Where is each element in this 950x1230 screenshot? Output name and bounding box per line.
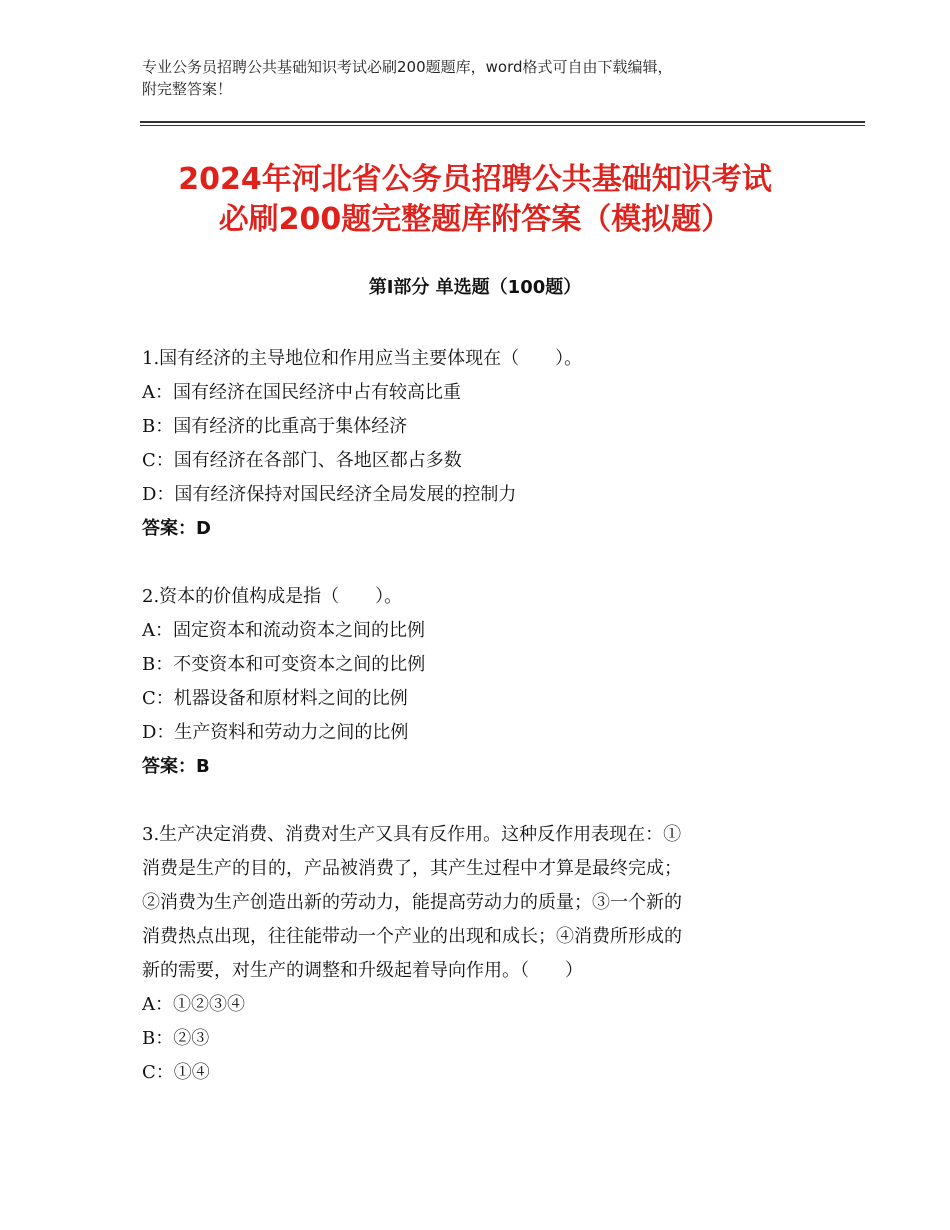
header-note-line-1: 专业公务员招聘公共基础知识考试必刷200题题库，word格式可自由下载编辑，: [142, 58, 673, 76]
option-b: B：国有经济的比重高于集体经济: [142, 416, 408, 437]
option-c: C：①④: [142, 1062, 210, 1083]
option-b: B：②③: [142, 1028, 210, 1049]
question-stem-line: 3.生产决定消费、消费对生产又具有反作用。这种反作用表现在：①: [142, 824, 682, 845]
question-stem-line: ②消费为生产创造出新的劳动力，能提高劳动力的质量；③一个新的: [142, 892, 682, 913]
document-title: [100, 160, 850, 240]
header-note-line-2: 附完整答案！: [142, 80, 233, 98]
question-1: [142, 342, 812, 546]
answer: 答案：B: [142, 756, 210, 777]
header-note: [142, 56, 822, 100]
option-c: C：国有经济在各部门、各地区都占多数: [142, 450, 462, 471]
option-c: C：机器设备和原材料之间的比例: [142, 688, 408, 709]
header-divider-thick: [140, 121, 865, 123]
question-3: [142, 818, 812, 1090]
question-stem: 2.资本的价值构成是指（ ）。: [142, 586, 403, 607]
option-b: B：不变资本和可变资本之间的比例: [142, 654, 426, 675]
document-title-line-1: 2024年河北省公务员招聘公共基础知识考试: [178, 162, 772, 197]
section-heading: 第Ⅰ部分 单选题（100题）: [368, 277, 582, 298]
question-list: [142, 342, 812, 1124]
document-title-line-2: 必刷200题完整题库附答案（模拟题）: [218, 202, 732, 237]
question-stem-line: 新的需要，对生产的调整和升级起着导向作用。（ ）: [142, 960, 583, 981]
header-divider-thin: [140, 125, 865, 126]
option-d: D：生产资料和劳动力之间的比例: [142, 722, 409, 743]
option-a: A：国有经济在国民经济中占有较高比重: [142, 382, 461, 403]
question-stem-line: 消费热点出现，往往能带动一个产业的出现和成长；④消费所形成的: [142, 926, 682, 947]
question-stem: 1.国有经济的主导地位和作用应当主要体现在（ ）。: [142, 348, 583, 369]
question-2: [142, 580, 812, 784]
option-a: A：①②③④: [142, 994, 245, 1015]
answer: 答案：D: [142, 518, 211, 539]
option-d: D：国有经济保持对国民经济全局发展的控制力: [142, 484, 517, 505]
question-stem-line: 消费是生产的目的，产品被消费了，其产生过程中才算是最终完成；: [142, 858, 682, 879]
option-a: A：固定资本和流动资本之间的比例: [142, 620, 425, 641]
